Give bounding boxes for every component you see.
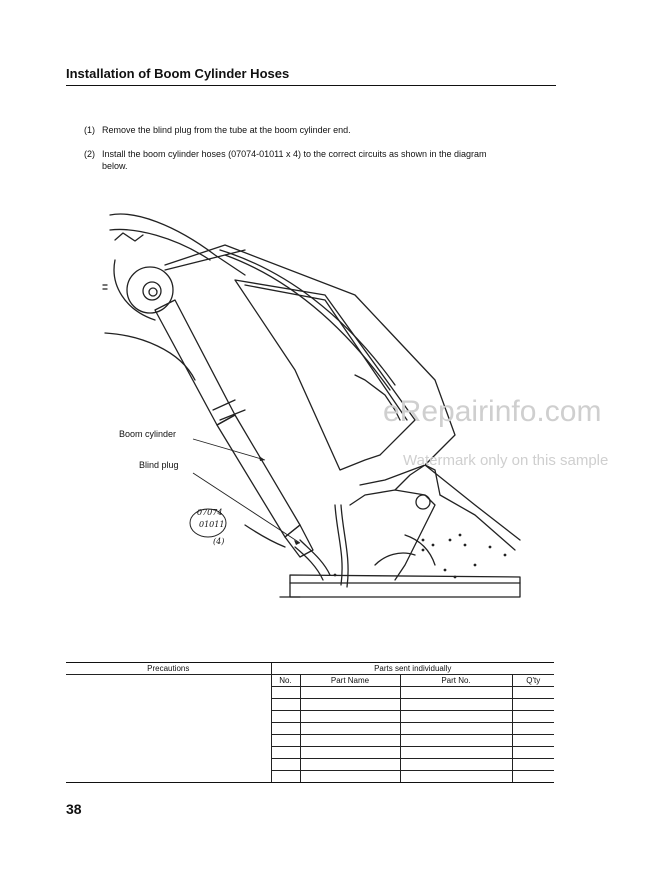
step-number: (1): [84, 125, 95, 135]
watermark-site: eRepairinfo.com: [383, 395, 602, 428]
step-2-continued: below.: [102, 161, 128, 171]
col-part-no: Part No.: [400, 675, 512, 687]
handwritten-part-no-2: 01011: [199, 520, 225, 529]
col-no: No.: [271, 675, 300, 687]
handwritten-quantity: (4): [213, 537, 225, 546]
col-qty: Q'ty: [512, 675, 554, 687]
handwritten-part-no-1: 07074: [197, 508, 223, 517]
callout-boom-cylinder: Boom cylinder: [119, 429, 177, 439]
precautions-cell: [66, 675, 271, 783]
watermark-notice: Watermark only on this sample: [403, 452, 609, 469]
step-2: [84, 148, 487, 161]
col-part-name: Part Name: [300, 675, 400, 687]
parts-sent-header: Parts sent individually: [271, 663, 554, 675]
page-number: 38: [66, 801, 82, 817]
step-text: Install the boom cylinder hoses (07074-01011 x 4) to the correct circuits as shown in the diagram: [102, 149, 487, 159]
step-number: (2): [84, 149, 95, 159]
precautions-header: Precautions: [66, 663, 271, 675]
step-text: Remove the blind plug from the tube at the boom cylinder end.: [102, 125, 351, 135]
title-rule: [66, 85, 556, 86]
step-1: [84, 124, 351, 137]
callout-blind-plug: Blind plug: [139, 460, 179, 470]
page-title: Installation of Boom Cylinder Hoses: [66, 66, 290, 81]
parts-table: [66, 662, 554, 783]
